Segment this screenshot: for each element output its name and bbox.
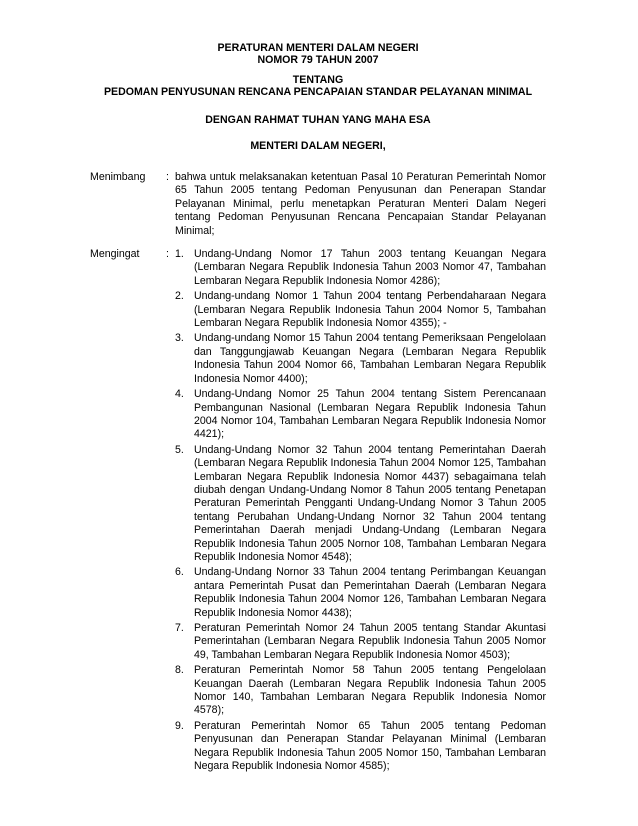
item-number: 1. [175, 248, 184, 261]
list-item [175, 248, 546, 288]
regulation-subject: PEDOMAN PENYUSUNAN RENCANA PENCAPAIAN STANDAR PELAYANAN MINIMAL [103, 86, 533, 98]
list-item [175, 622, 546, 662]
item-number: 9. [175, 719, 184, 732]
issuer-line: MENTERI DALAM NEGERI, [250, 140, 386, 152]
item-number: 7. [175, 622, 184, 634]
list-item [175, 332, 546, 386]
item-text: Undang-Undang Nornor 33 Tahun 2004 tentang Perimbangan Keuangan antara Pemerintah Pusat dan Pemerintahan Daerah (Lembaran Negara Republik Indonesia Tahun 2004 Nomor 126, Tambahan Lembaran Negara Republik Indonesia Nomor 4438); [194, 566, 546, 619]
mengingat-label: Mengingat [90, 248, 140, 261]
mengingat-list [175, 248, 546, 775]
item-number: 4. [175, 388, 184, 401]
tentang-heading: TENTANG [292, 74, 344, 86]
regulation-title: PERATURAN MENTERI DALAM NEGERI [217, 42, 419, 54]
item-text: Undang-undang Nomor 1 Tahun 2004 tentang Perbendaharaan Negara (Lembaran Negara Republik Indonesia Tahun 2004 Nomor 5, Tambahan Lembaran Negara Republik Indonesia Nomor 4355); - [194, 290, 546, 330]
list-item [175, 388, 546, 442]
item-text: Peraturan Pemerintah Nomor 24 Tahun 2005 tentang Standar Akuntasi Pemerintahan (Lembaran Negara Republik Indonesia Tahun 2005 Nomor 49, Tambahan Lembaran Negara Republik Indonesia Nomor 4503); [194, 622, 546, 661]
preamble-line: DENGAN RAHMAT TUHAN YANG MAHA ESA [205, 114, 431, 126]
list-item [175, 720, 546, 774]
list-item [175, 444, 546, 565]
item-number: 8. [175, 664, 184, 677]
regulation-number: NOMOR 79 TAHUN 2007 [257, 54, 379, 66]
mengingat-section [90, 248, 546, 775]
item-number: 3. [175, 332, 184, 345]
mengingat-colon: : [166, 248, 169, 261]
list-item [175, 566, 546, 620]
item-text: Peraturan Pemerintah Nomor 58 Tahun 2005 tentang Pengelolaan Keuangan Daerah (Lembaran Negara Republik Indonesia Tahun 2005 Nomor 140, Tambahan Lembaran Negara Republik Indonesia Nomor 4578); [194, 664, 546, 717]
item-text: Peraturan Pemerintah Nomor 65 Tahun 2005 tentang Pedoman Penyusunan dan Penerapan Standar Pelayanan Minimal (Lembaran Negara Republik Indonesia Tahun 2005 Nomor 150, Tambahan Lembaran Negara Republik Indonesia Nomor 4585); [194, 719, 546, 773]
list-item [175, 664, 546, 718]
item-number: 5. [175, 443, 184, 456]
menimbang-colon: : [166, 171, 169, 183]
item-text: Undang-Undang Nomor 32 Tahun 2004 tentang Pemerintahan Daerah (Lembaran Negara Republik Indonesia Tahun 2004 Nomor 125, Tambahan Lembaran Negara Republik Indonesia Nomor 4437) sebagaimana telah diubah dengan Undang-Undang Nomor 8 Tahun 2005 tentang Penetapan Peraturan Pemerintah Pengganti Undang-Undang Nomor 3 Tahun 2005 tentang Perubahan Undang-Undang Nornor 32 Tahun 2004 tentang Pemerintahan Daerah menjadi Undang-Undang (Lembaran Negara Republik Indonesia Tahun 2005 Nornor 108, Tambahan Lembaran Negara Republik Indonesia Nomor 4548); [194, 443, 546, 563]
menimbang-label: Menimbang [90, 171, 146, 183]
menimbang-text: bahwa untuk melaksanakan ketentuan Pasal 10 Peraturan Pemerintah Nomor 65 Tahun 2005 tentang Pedoman Penyusunan dan Penerapan Standar Pelayanan Minimal, perlu menetapkan Peraturan Menteri Dalam Negeri tentang Pedoman Penyusunan Rencana Pencapaian Standar Pelayanan Minimal; [175, 171, 546, 237]
item-number: 2. [175, 290, 184, 303]
item-text: Undang-undang Nomor 15 Tahun 2004 tentang Pemeriksaan Pengelolaan dan Tanggungjawab Keuangan Negara (Lembaran Negara Republik Indonesia Tahun 2004 Nomor 66, Tambahan Lembaran Negara Republik Indonesia Nomor 4400); [194, 332, 546, 385]
item-number: 6. [175, 566, 184, 579]
item-text: Undang-Undang Nomor 25 Tahun 2004 tentang Sistem Perencanaan Pembangunan Nasional (Lembaran Negara Republik Indonesia Tahun 2004 Nomor 104, Tambahan Lembaran Negara Republik Indonesia Nomor 4421); [194, 388, 546, 441]
list-item [175, 290, 546, 330]
item-text: Undang-Undang Nomor 17 Tahun 2003 tentang Keuangan Negara (Lembaran Negara Republik Indonesia Tahun 2003 Nomor 47, Tambahan Lembaran Negara Republik Indonesia Nomor 4286); [194, 248, 546, 287]
menimbang-section [90, 171, 546, 238]
